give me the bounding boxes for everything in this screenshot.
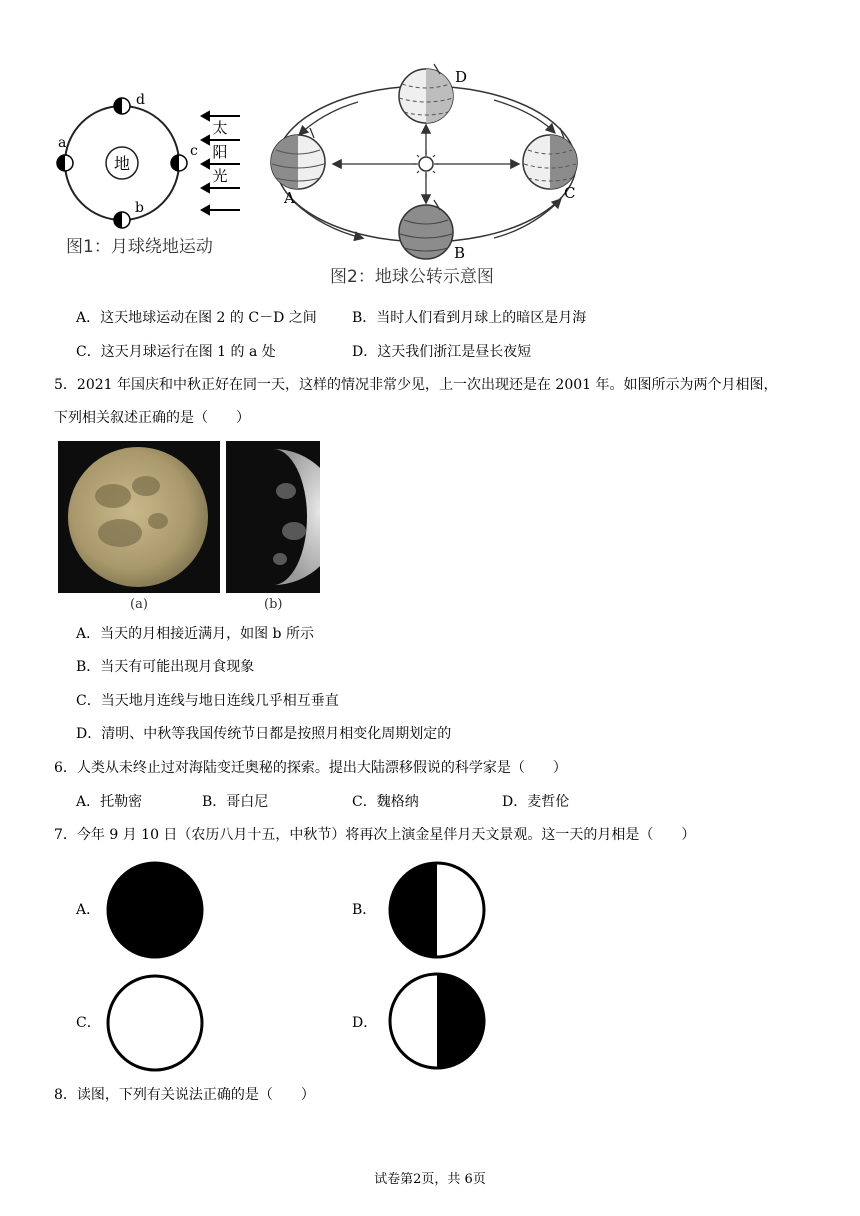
q4-option-d: D．这天我们浙江是昼长夜短 bbox=[352, 344, 532, 360]
q7-stem: 7．今年 9 月 10 日（农历八月十五，中秋节）将再次上演金星伴月天文景观。这一天的月相是（ ） bbox=[54, 827, 696, 843]
figure-1-caption: 图1：月球绕地运动 bbox=[66, 237, 213, 257]
earth-label: 地 bbox=[113, 154, 131, 173]
label-a: a bbox=[58, 135, 67, 151]
page-footer: 试卷第2页，共 6页 bbox=[374, 1172, 486, 1187]
q6-option-c: C．魏格纳 bbox=[352, 794, 419, 810]
label-B: B bbox=[454, 244, 466, 262]
q6-stem: 6．人类从未终止过对海陆变迁奥秘的探索。提出大陆漂移假说的科学家是（ ） bbox=[54, 760, 567, 776]
full-moon-icon bbox=[104, 972, 206, 1074]
label-A: A bbox=[284, 189, 295, 207]
earth-position-C bbox=[523, 128, 577, 189]
q5-option-a: A．当天的月相接近满月，如图 b 所示 bbox=[76, 626, 314, 642]
new-moon-icon bbox=[104, 859, 206, 961]
q8-stem: 8．读图，下列有关说法正确的是（ ） bbox=[54, 1087, 315, 1103]
moon-a bbox=[57, 155, 73, 171]
sun-char-2: 阳 bbox=[212, 143, 228, 161]
q5-stem-line1: 5．2021 年国庆和中秋正好在同一天，这样的情况非常少见，上一次出现还是在 2001 年。如图所示为两个月相图， bbox=[54, 377, 778, 393]
figure-2-earth-revolution bbox=[262, 52, 582, 288]
photo-label-a: (a) bbox=[130, 597, 148, 612]
q7-option-d-letter: D． bbox=[352, 1015, 378, 1031]
earth-position-A bbox=[271, 128, 325, 189]
q5-moon-photos bbox=[58, 441, 320, 613]
label-C: C bbox=[564, 184, 576, 202]
q6-option-d: D．麦哲伦 bbox=[502, 794, 570, 810]
label-d: d bbox=[136, 92, 145, 108]
label-b: b bbox=[135, 200, 144, 216]
label-c: c bbox=[190, 143, 198, 159]
q5-stem-line2: 下列相关叙述正确的是（ ） bbox=[54, 410, 250, 426]
last-quarter-moon-icon bbox=[386, 859, 488, 961]
figure-2-caption: 图2：地球公转示意图 bbox=[330, 267, 494, 287]
figure-1-moon-orbit bbox=[52, 88, 252, 268]
q6-option-b: B．哥白尼 bbox=[202, 794, 269, 810]
q5-option-c: C．当天地月连线与地日连线几乎相互垂直 bbox=[76, 693, 339, 709]
earth-position-B bbox=[399, 200, 453, 259]
photo-label-b: (b) bbox=[264, 597, 283, 612]
q5-option-b: B．当天有可能出现月食现象 bbox=[76, 659, 255, 675]
q7-option-b-letter: B． bbox=[352, 902, 377, 918]
earth-position-D bbox=[399, 64, 453, 123]
q7-option-a-letter: A． bbox=[76, 902, 101, 918]
label-D: D bbox=[455, 68, 468, 86]
q5-option-d: D．清明、中秋等我国传统节日都是按照月相变化周期划定的 bbox=[76, 726, 452, 742]
q6-option-a: A．托勒密 bbox=[76, 794, 143, 810]
full-moon-photo bbox=[68, 447, 208, 587]
sun-char-3: 光 bbox=[212, 167, 228, 185]
sun-char-1: 太 bbox=[212, 119, 228, 137]
q4-option-b: B．当时人们看到月球上的暗区是月海 bbox=[352, 310, 587, 326]
moon-b bbox=[114, 212, 130, 228]
first-quarter-moon-icon bbox=[386, 970, 488, 1072]
q7-option-c-letter: C． bbox=[76, 1015, 101, 1031]
q4-option-c: C．这天月球运行在图 1 的 a 处 bbox=[76, 344, 276, 360]
moon-d bbox=[114, 98, 130, 114]
moon-c bbox=[171, 155, 187, 171]
q4-option-a: A．这天地球运动在图 2 的 C－D 之间 bbox=[76, 310, 317, 326]
